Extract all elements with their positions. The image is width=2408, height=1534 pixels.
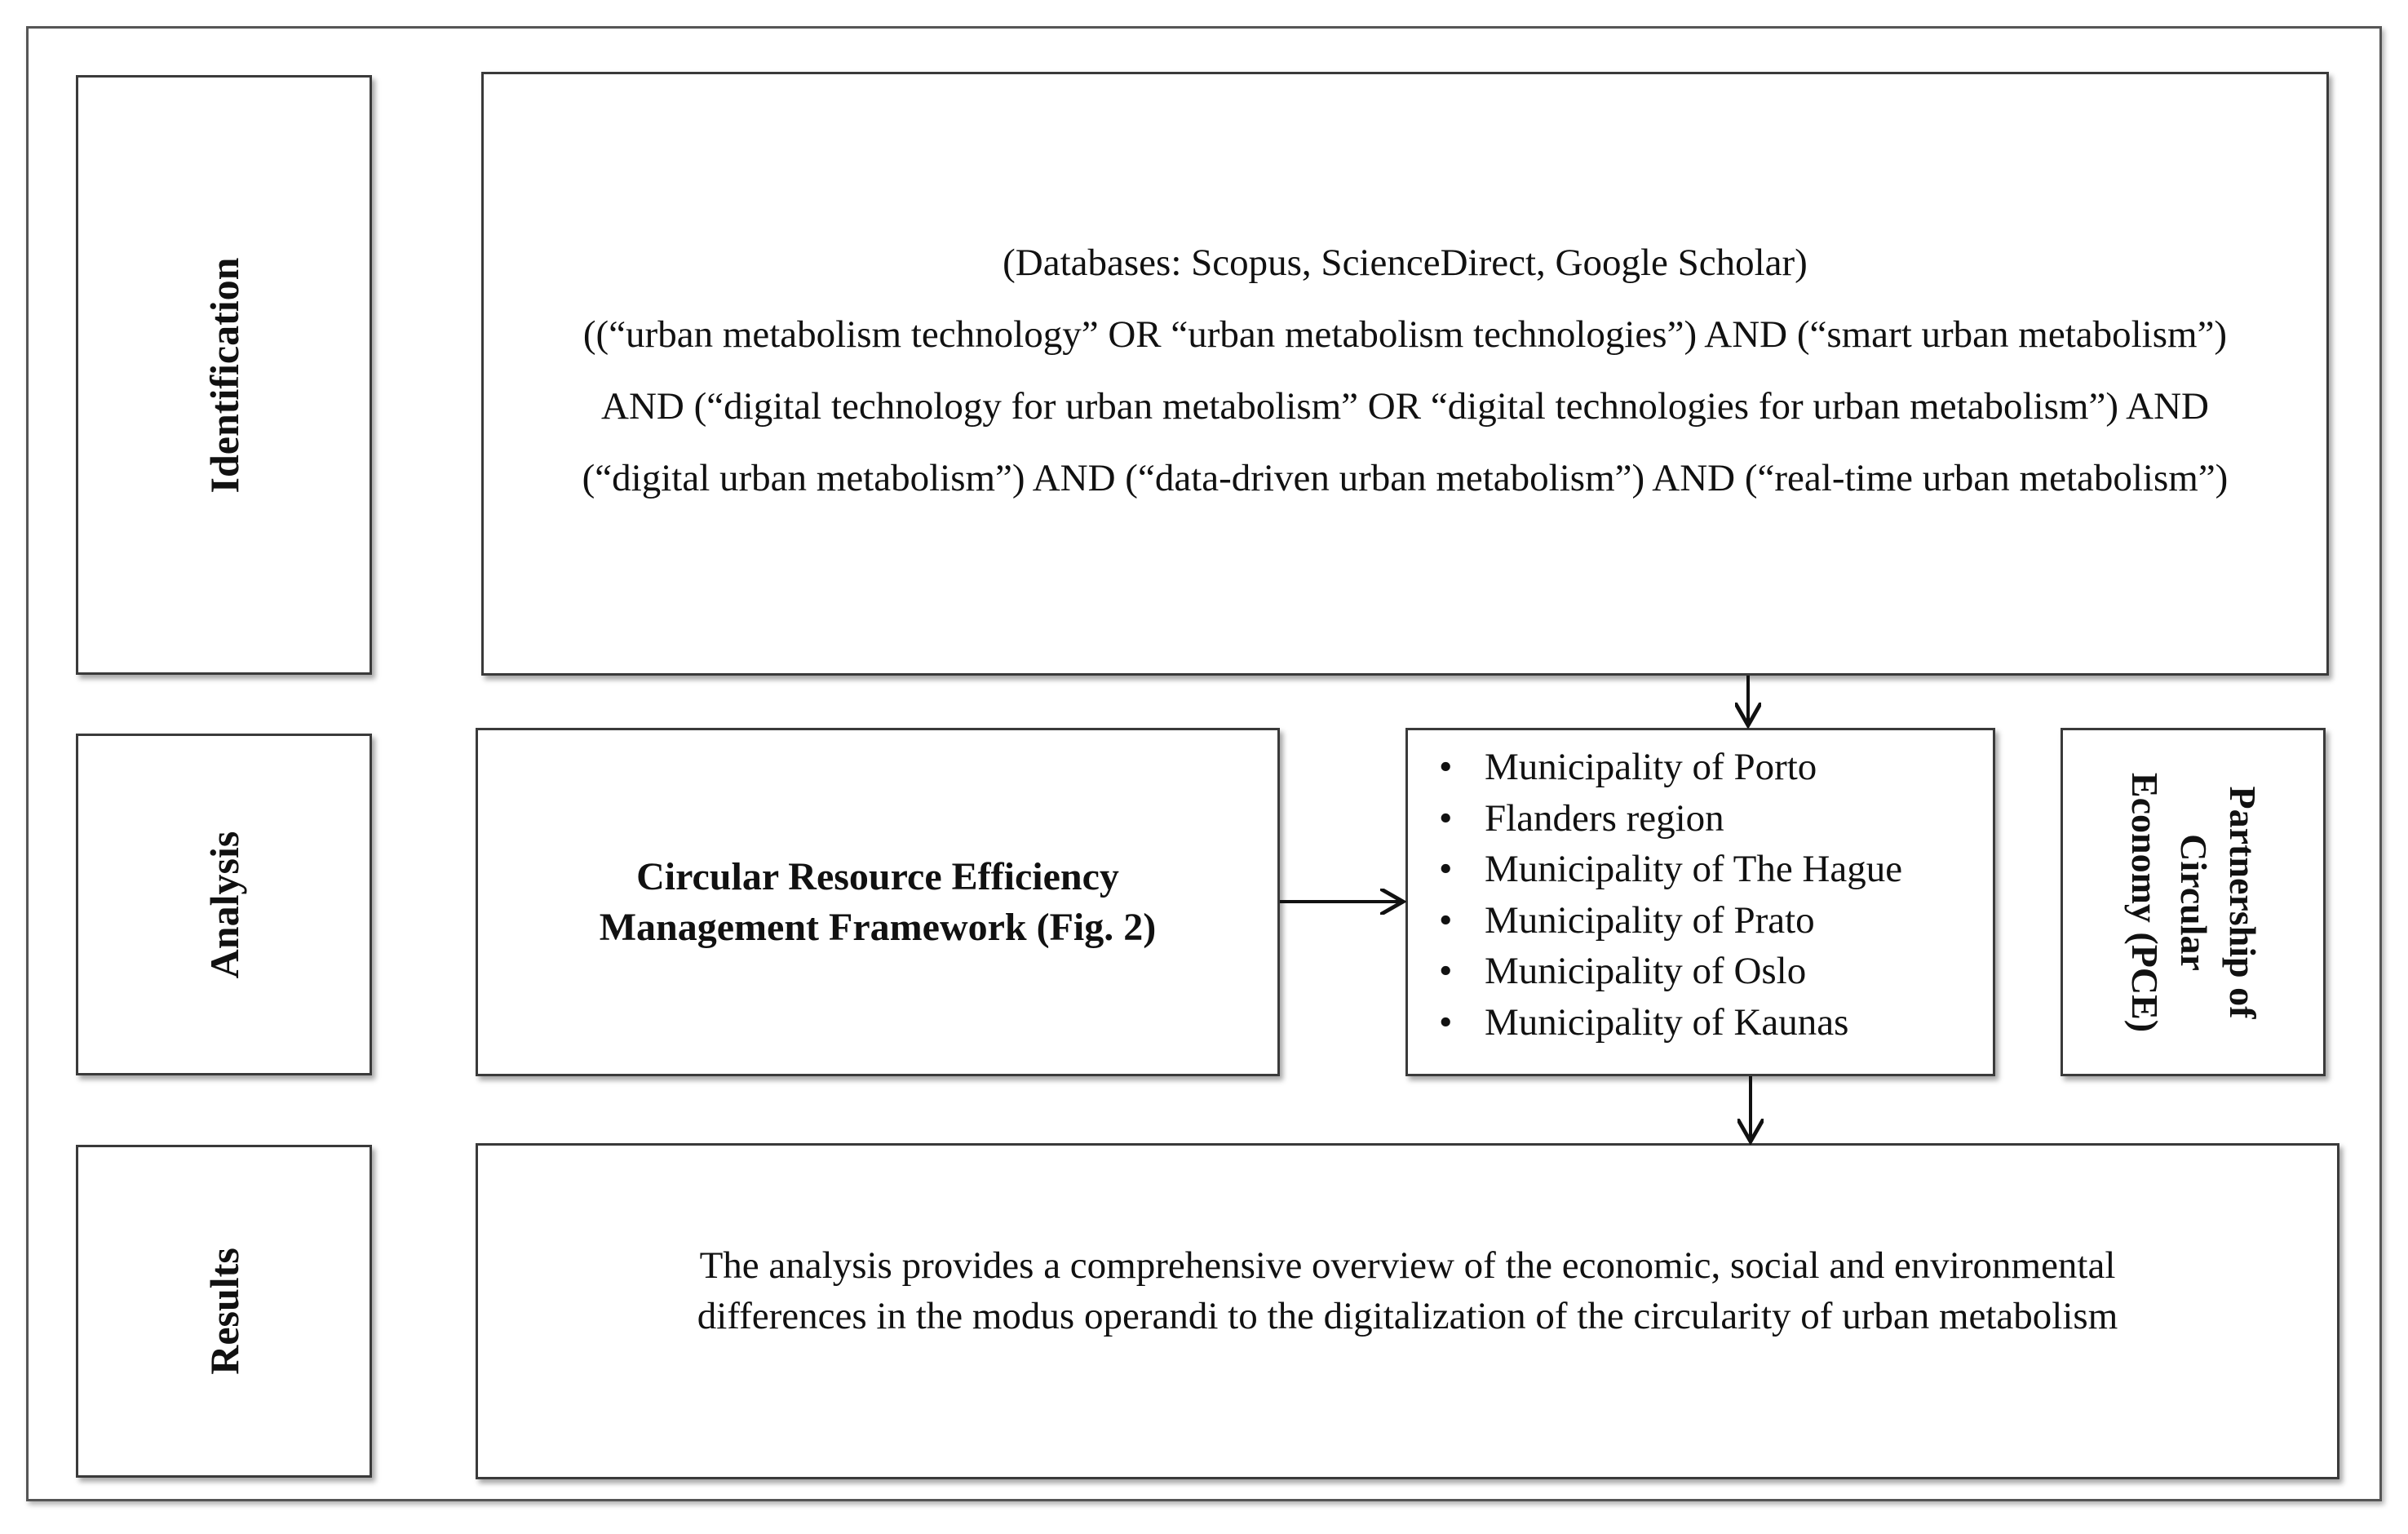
bullet: • bbox=[1439, 848, 1453, 890]
bullet: • bbox=[1439, 950, 1453, 992]
framework-title-line2: Management Framework (Fig. 2) bbox=[599, 905, 1157, 949]
databases-text: (Databases: Scopus, ScienceDirect, Google Scholar) bbox=[1003, 242, 1808, 284]
bullet: • bbox=[1439, 1000, 1453, 1044]
bullet: • bbox=[1439, 746, 1453, 788]
bullet: • bbox=[1439, 898, 1453, 942]
case-label: Municipality of Kaunas bbox=[1485, 1000, 1849, 1044]
case-label: Flanders region bbox=[1485, 796, 1724, 840]
results-text-line1: The analysis provides a comprehensive overview of the economic, social and environmental bbox=[699, 1244, 2116, 1287]
case-label: Municipality of Oslo bbox=[1485, 950, 1807, 992]
stage-identification-label: Identification bbox=[201, 257, 247, 493]
case-label: Municipality of The Hague bbox=[1485, 848, 1903, 890]
case-label: Municipality of Porto bbox=[1485, 746, 1817, 788]
pce-label-line3: Economy (PCE) bbox=[2123, 772, 2166, 1032]
framework-title-line1: Circular Resource Efficiency bbox=[636, 854, 1119, 898]
bullet: • bbox=[1439, 796, 1453, 840]
stage-results-label: Results bbox=[201, 1248, 247, 1375]
pce-label-line1: Partnership of bbox=[2221, 786, 2264, 1018]
case-label: Municipality of Prato bbox=[1485, 898, 1815, 942]
results-text-line2: differences in the modus operandi to the digitalization of the circularity of urban metabolism bbox=[697, 1295, 2118, 1337]
stage-analysis-label: Analysis bbox=[201, 831, 247, 978]
pce-label-line2: Circular bbox=[2172, 833, 2215, 971]
search-query-text: ((“urban metabolism technology” OR “urban metabolism technologies”) AND (“smart urban metabolism”) AND (“digital technology for urban metabolism” OR “digital technologies for urban metabolism”) AND (“digital urban metabolism”) AND (“data-driven urban metabolism”) AND (“real-time urban metabolism”) bbox=[582, 313, 2229, 499]
